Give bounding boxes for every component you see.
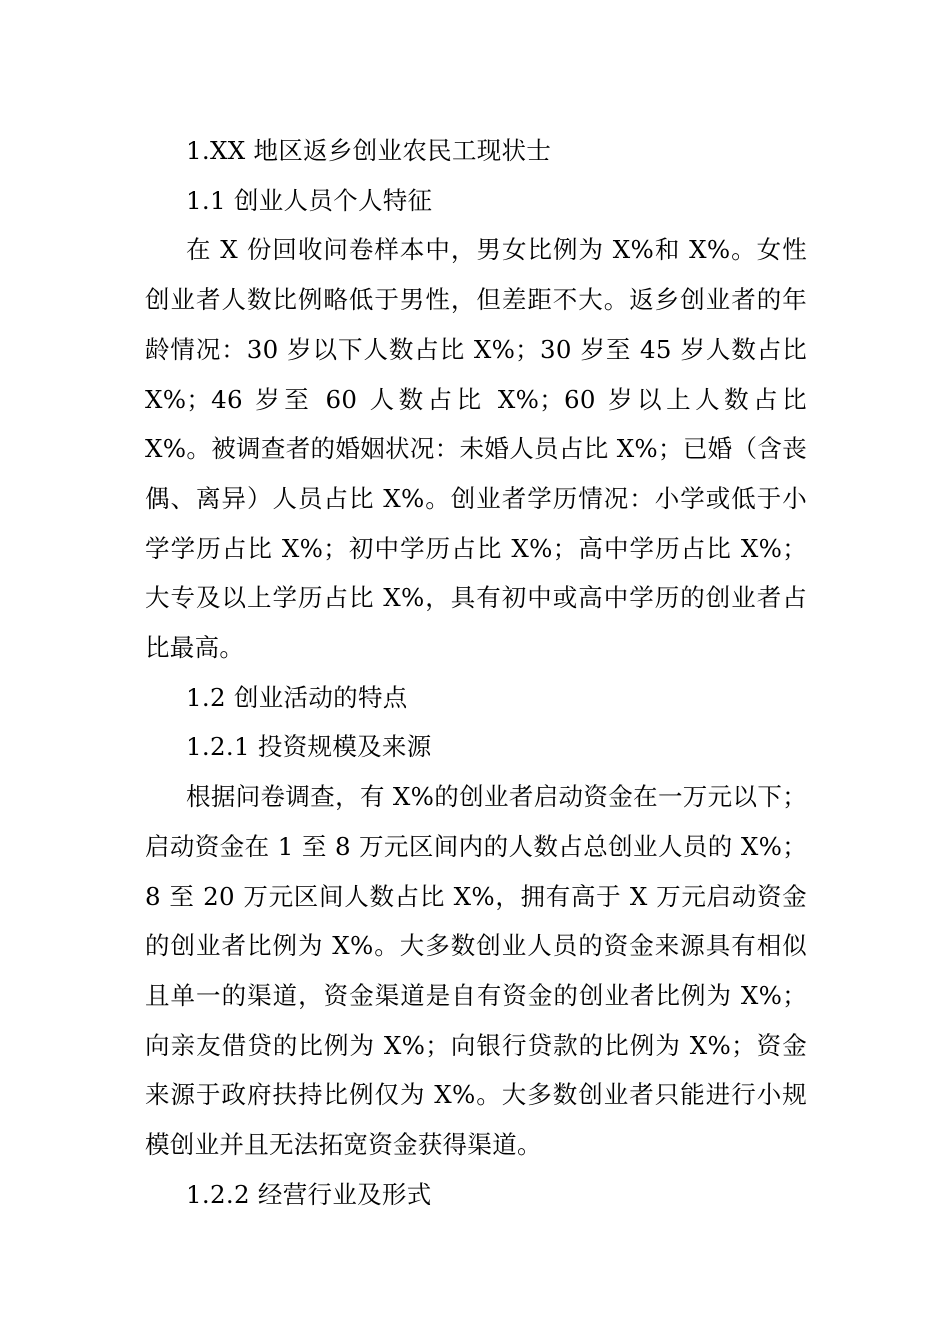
paragraph-investment-scale: 根据问卷调查，有 X%的创业者启动资金在一万元以下；启动资金在 1 至 8 万元区间内的人数占总创业人员的 X%；8 至 20 万元区间人数占比 X%，拥有高于 X 万元启动资金的创业者比例为 X%。大多数创业人员的资金来源具有相似且单一的渠道，资金渠道是自有资金的创业者比例为 X%；向亲友借贷的比例为 X%；向银行贷款的比例为 X%；资金来源于政府扶持比例仅为 X%。大多数创业者只能进行小规模创业并且无法拓宽资金获得渠道。 — [145, 782, 807, 1160]
document-page — [145, 126, 807, 1219]
section-heading-1-1: 1.1 创业人员个人特征 — [186, 185, 433, 215]
section-heading-1: 1.XX 地区返乡创业农民工现状士 — [186, 136, 552, 165]
section-heading-1-2-2: 1.2.2 经营行业及形式 — [186, 1179, 432, 1209]
paragraph-personal-characteristics: 在 X 份回收问卷样本中，男女比例为 X%和 X%。女性创业者人数比例略低于男性，但差距不大。返乡创业者的年龄情况：30 岁以下人数占比 X%；30 岁至 45 岁人数占比 X%；46 岁至 60 人数占比 X%；60 岁以上人数占比 X%。被调查者的婚姻状况：未婚人员占比 X%；已婚（含丧偶、离异）人员占比 X%。创业者学历情况：小学或低于小学学历占比 X%；初中学历占比 X%；高中学历占比 X%；大专及以上学历占比 X%，具有初中或高中学历的创业者占比最高。 — [145, 235, 807, 663]
section-heading-1-2-1: 1.2.1 投资规模及来源 — [186, 732, 432, 762]
section-heading-1-2: 1.2 创业活动的特点 — [186, 682, 408, 712]
